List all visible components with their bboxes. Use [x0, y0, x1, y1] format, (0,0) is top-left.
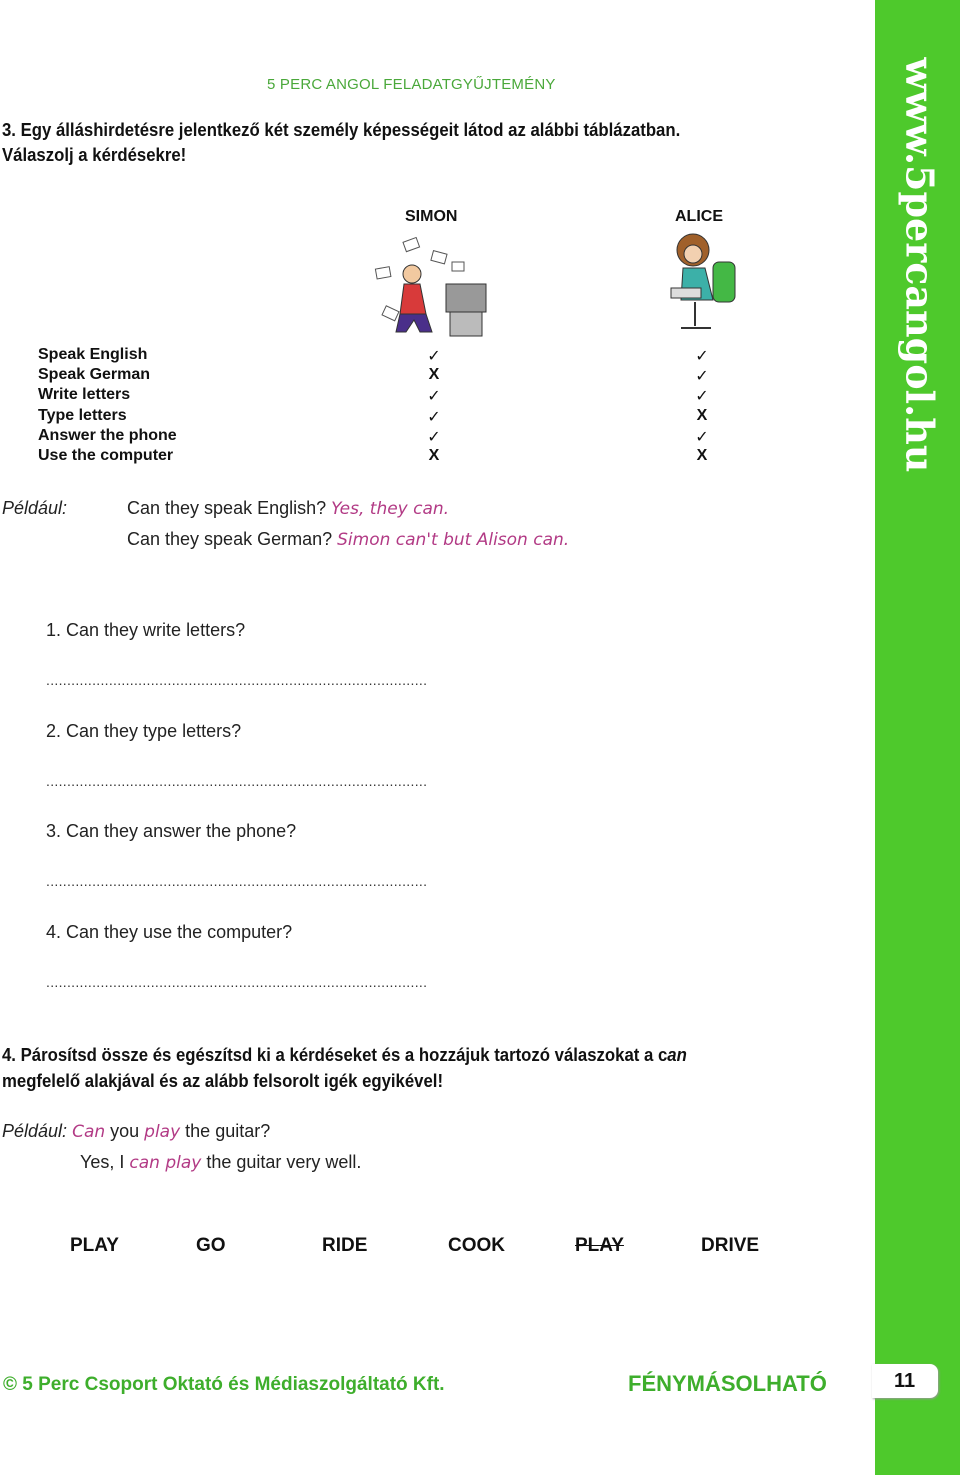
- simon-mark: ✓: [427, 388, 441, 406]
- example-1: Can they speak English? Yes, they can.: [127, 498, 450, 519]
- alice-mark: X: [696, 406, 708, 424]
- page-number-box: [872, 1364, 938, 1398]
- task4-instruction-2: megfelelő alakjával és az alább felsorolt igék egyikével!: [2, 1071, 444, 1091]
- task4-example-answer: Yes, I can play the guitar very well.: [80, 1152, 362, 1173]
- question: 2. Can they type letters?: [46, 720, 242, 741]
- question: 1. Can they write letters?: [46, 620, 246, 640]
- simon-mark: ✓: [427, 348, 441, 365]
- alice-mark: ✓: [695, 348, 709, 365]
- verb-play: PLAY: [575, 1235, 624, 1256]
- task4-example-question: Például: Can you play the guitar?: [2, 1121, 271, 1142]
- website-vertical: www.5percangol.hu: [897, 57, 943, 473]
- answer-line[interactable]: ...........................................................................................: [46, 973, 428, 990]
- example-label: Például:: [2, 498, 68, 518]
- column-simon: SIMON: [405, 208, 458, 225]
- page-number: 11: [894, 1370, 916, 1392]
- alice-mark: ✓: [695, 428, 709, 446]
- series-title: 5 PERC ANGOL FELADATGYŰJTEMÉNY: [267, 76, 556, 93]
- example-2-answer: Simon can't but Alison can.: [337, 530, 570, 550]
- example-2: Can they speak German? Simon can't but Alison can.: [127, 529, 570, 550]
- photocopiable-label: FÉNYMÁSOLHATÓ: [628, 1371, 827, 1396]
- verb-play: PLAY: [70, 1235, 119, 1256]
- simon-illustration: [370, 232, 500, 340]
- verb-drive: DRIVE: [701, 1235, 760, 1256]
- alice-mark: ✓: [695, 388, 709, 406]
- answer-line[interactable]: ...........................................................................................: [46, 772, 428, 789]
- copyright: © 5 Perc Csoport Oktató és Médiaszolgáltató Kft.: [3, 1374, 445, 1395]
- question: 3. Can they answer the phone?: [46, 821, 297, 841]
- answer-line[interactable]: ...........................................................................................: [46, 672, 428, 688]
- skill-label: Type letters: [38, 406, 127, 424]
- verb-cook: COOK: [448, 1235, 505, 1256]
- task4-instruction-1: 4. Párosítsd össze és egészítsd ki a kérdéseket és a hozzájuk tartozó válaszokat a can: [2, 1045, 687, 1065]
- simon-mark: X: [428, 366, 440, 384]
- skill-label: Write letters: [38, 386, 131, 404]
- example-1-answer: Yes, they can.: [331, 499, 450, 519]
- verb-go: GO: [196, 1235, 226, 1256]
- alice-mark: ✓: [695, 368, 709, 386]
- answer-line[interactable]: ...........................................................................................: [46, 873, 428, 889]
- skill-label: Use the computer: [38, 447, 174, 464]
- skill-label: Answer the phone: [38, 426, 177, 444]
- skill-label: Speak English: [38, 346, 148, 363]
- alice-illustration: [665, 228, 745, 336]
- column-alice: ALICE: [675, 208, 723, 225]
- task3-instruction-1: 3. Egy álláshirdetésre jelentkező két személy képességeit látod az alábbi táblázatban.: [2, 120, 681, 140]
- verb-ride: RIDE: [322, 1235, 368, 1256]
- task3-instruction-2: Válaszolj a kérdésekre!: [2, 145, 187, 165]
- simon-mark: ✓: [427, 408, 441, 426]
- question: 4. Can they use the computer?: [46, 921, 293, 942]
- skill-label: Speak German: [38, 366, 151, 384]
- simon-mark: ✓: [427, 428, 441, 446]
- simon-mark: X: [428, 447, 440, 464]
- alice-mark: X: [696, 447, 708, 464]
